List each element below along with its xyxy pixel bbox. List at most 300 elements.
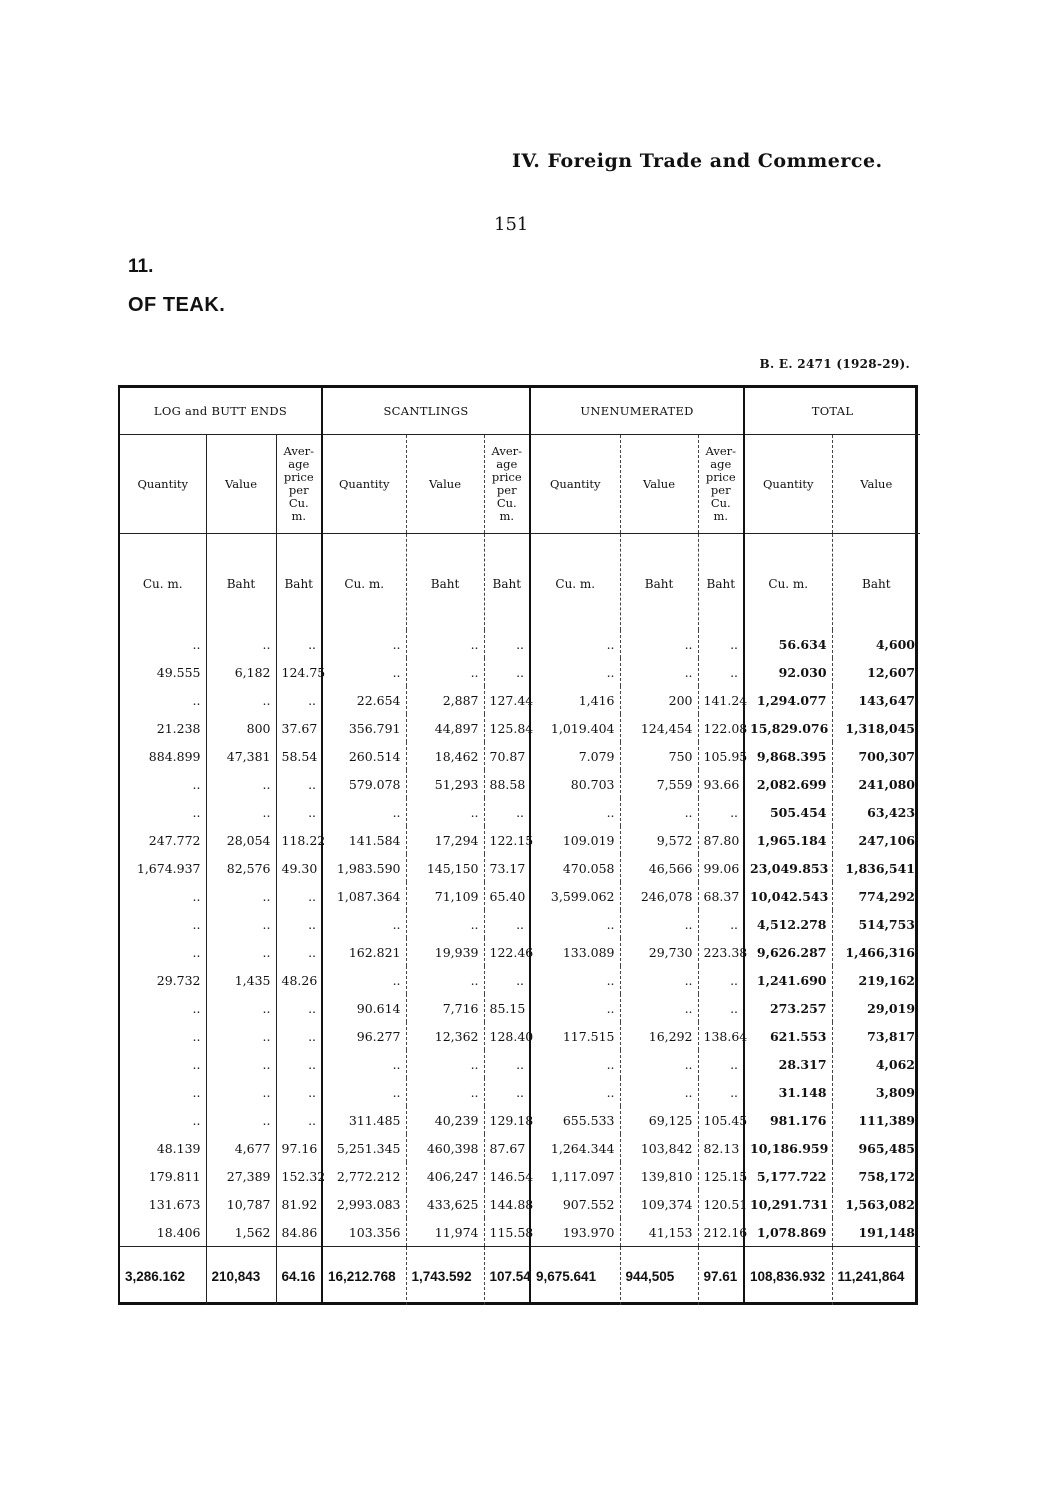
table-cell: .. [322,1050,406,1078]
table-cell: 51,293 [406,770,484,798]
table-cell: .. [276,1022,322,1050]
table-row [120,1106,920,1134]
table-cell: 122.46 [484,938,530,966]
table-cell: 10,291.731 [744,1190,832,1218]
table-cell: .. [322,630,406,658]
table-cell: 579.078 [322,770,406,798]
table-cell: 5,177.722 [744,1162,832,1190]
table-cell: .. [698,798,744,826]
table-cell: 247,106 [832,826,920,854]
table-cell: .. [192,636,201,652]
table-row [120,1078,920,1106]
table-row [120,770,920,798]
table-cell: 90.614 [322,994,406,1022]
table-cell: 1,965.184 [744,826,832,854]
table-cell: 247.772 [148,832,201,848]
table-cell: .. [206,910,276,938]
table-cell: 10,042.543 [744,882,832,910]
table-cell: 311.485 [322,1106,406,1134]
table-cell: 981.176 [744,1106,832,1134]
table-cell: 655.533 [530,1106,620,1134]
table-cell: .. [698,966,744,994]
table-cell: 28.317 [744,1050,832,1078]
table-cell: .. [530,1050,620,1078]
table-cell: .. [698,910,744,938]
table-cell: 1,674.937 [136,860,201,876]
table-cell: 152.32 [276,1162,322,1190]
table-cell: 29.732 [156,972,201,988]
table-cell: 27,389 [206,1162,276,1190]
table-cell: .. [620,630,698,658]
table-cell: 122.15 [484,826,530,854]
table-cell: 2,887 [406,686,484,714]
table-cell: 97.16 [276,1134,322,1162]
table-row [120,882,920,910]
table-cell: .. [698,994,744,1022]
unit-cu-m: Cu. m. [322,534,406,631]
table-cell: .. [484,798,530,826]
table-cell: 22.654 [322,686,406,714]
table-cell: .. [406,798,484,826]
table-cell: .. [206,686,276,714]
header-value: Value [620,435,698,534]
table-cell: 96.277 [322,1022,406,1050]
table-cell: .. [530,966,620,994]
page-number: 151 [494,214,529,235]
table-cell: 48.26 [276,966,322,994]
table-cell: 191,148 [832,1218,920,1247]
table-cell: .. [620,798,698,826]
table-cell: 200 [620,686,698,714]
table-cell: 1,294.077 [744,686,832,714]
table-cell: 129.18 [484,1106,530,1134]
section-header: IV. Foreign Trade and Commerce. [512,150,883,172]
table-row [120,1190,920,1218]
table-cell: 93.66 [698,770,744,798]
header-value: Value [406,435,484,534]
table-cell: 40,239 [406,1106,484,1134]
table-cell: 19,939 [406,938,484,966]
header-average-price: Aver- age price per Cu. m. [698,435,744,534]
table-cell: 139,810 [620,1162,698,1190]
table-cell: 49.555 [156,664,201,680]
group-scantlings: SCANTLINGS [322,388,530,435]
table-cell: 115.58 [484,1218,530,1247]
table-cell: 10,186.959 [744,1134,832,1162]
table-cell: 758,172 [832,1162,920,1190]
table-cell: 122.08 [698,714,744,742]
table-cell: 179.811 [148,1168,201,1184]
table-cell: 273.257 [744,994,832,1022]
table-cell: 17,294 [406,826,484,854]
table-cell: .. [192,1056,201,1072]
table-cell: 5,251.345 [322,1134,406,1162]
table-number: 11. [128,256,154,277]
table-title: OF TEAK. [128,294,226,316]
table-cell: 68.37 [698,882,744,910]
table-cell: .. [276,938,322,966]
table-cell: 621.553 [744,1022,832,1050]
table-cell: .. [206,798,276,826]
header-quantity: Quantity [120,435,206,534]
table-cell: 1,983.590 [322,854,406,882]
table-cell: 127.44 [484,686,530,714]
table-cell: .. [484,658,530,686]
table-cell: 18.406 [156,1224,201,1240]
table-cell: .. [192,804,201,820]
table-cell: 138.64 [698,1022,744,1050]
table-cell: .. [530,994,620,1022]
table-cell: .. [406,630,484,658]
table-cell: 884.899 [148,748,201,764]
table-cell: 58.54 [276,742,322,770]
table-cell: 69,125 [620,1106,698,1134]
unit-baht: Baht [406,534,484,631]
header-quantity: Quantity [744,435,832,534]
table-cell: .. [192,888,201,904]
table-cell: 460,398 [406,1134,484,1162]
table-row [120,1218,920,1247]
table-cell: 125.15 [698,1162,744,1190]
table-cell: .. [322,798,406,826]
table-cell: 9,572 [620,826,698,854]
table-cell: .. [406,658,484,686]
table-cell: .. [530,910,620,938]
table-cell: .. [206,938,276,966]
header-value: Value [832,435,920,534]
table-cell: .. [322,658,406,686]
table-cell: .. [484,910,530,938]
table-cell: 193.970 [530,1218,620,1247]
table-cell: 99.06 [698,854,744,882]
total-cell: 108,836.932 [744,1247,832,1306]
table-cell: 146.54 [484,1162,530,1190]
total-cell: 64.16 [276,1247,322,1306]
table-cell: .. [276,798,322,826]
table-row [120,910,920,938]
table-cell: .. [406,1050,484,1078]
table-row [120,658,920,686]
table-cell: 145,150 [406,854,484,882]
table-cell: 212.16 [698,1218,744,1247]
table-cell: 12,607 [832,658,920,686]
table-cell: .. [530,1078,620,1106]
table-row [120,826,920,854]
table-cell: .. [276,1106,322,1134]
header-average-price: Aver- age price per Cu. m. [484,435,530,534]
table-cell: 11,974 [406,1218,484,1247]
table-cell: 3,599.062 [530,882,620,910]
table-cell: 144.88 [484,1190,530,1218]
total-cell: 210,843 [206,1247,276,1306]
table-cell: 92.030 [744,658,832,686]
unit-baht: Baht [484,534,530,631]
table-cell: 73,817 [832,1022,920,1050]
table-row [120,1022,920,1050]
table-cell: .. [484,966,530,994]
table-cell: .. [206,770,276,798]
group-total: TOTAL [744,388,920,435]
total-cell: 97.61 [698,1247,744,1306]
table-row [120,1162,920,1190]
unit-baht: Baht [832,534,920,631]
table-cell: 111,389 [832,1106,920,1134]
table-cell: .. [698,658,744,686]
table-cell: 80.703 [530,770,620,798]
table-cell: 18,462 [406,742,484,770]
table-cell: .. [484,1050,530,1078]
table-cell: 433,625 [406,1190,484,1218]
teak-trade-table [118,385,918,1305]
table-row [120,686,920,714]
table-cell: .. [698,1050,744,1078]
table-cell: .. [192,1084,201,1100]
table-row [120,714,920,742]
unit-baht: Baht [698,534,744,631]
total-cell: 9,675.641 [530,1247,620,1306]
table-cell: .. [406,1078,484,1106]
table-row [120,938,920,966]
table-cell: 48.139 [156,1140,201,1156]
table-cell: 47,381 [206,742,276,770]
table-cell: 49.30 [276,854,322,882]
totals-row [120,1247,920,1306]
total-cell: 11,241,864 [832,1247,920,1306]
table-row [120,854,920,882]
table-cell: .. [192,944,201,960]
table-row [120,798,920,826]
table-cell: 28,054 [206,826,276,854]
table-cell: .. [192,692,201,708]
table-cell: .. [620,1050,698,1078]
table-cell: 31.148 [744,1078,832,1106]
table-cell: .. [192,1000,201,1016]
table-cell: 750 [620,742,698,770]
table-cell: .. [206,994,276,1022]
table-cell: .. [206,630,276,658]
table-cell: 131.673 [148,1196,201,1212]
table-cell: 774,292 [832,882,920,910]
table-cell: 15,829.076 [744,714,832,742]
table-cell: .. [484,630,530,658]
table-cell: 120.51 [698,1190,744,1218]
table-cell: 1,087.364 [322,882,406,910]
table-cell: 29,019 [832,994,920,1022]
table-cell: .. [620,658,698,686]
table-cell: 1,117.097 [530,1162,620,1190]
table-row [120,994,920,1022]
table-cell: 128.40 [484,1022,530,1050]
table-cell: .. [530,798,620,826]
table-cell: 1,318,045 [832,714,920,742]
table-cell: 65.40 [484,882,530,910]
table-cell: 141.584 [322,826,406,854]
table-cell: 4,062 [832,1050,920,1078]
table-row [120,966,920,994]
table-cell: .. [192,916,201,932]
table-cell: .. [276,910,322,938]
table-cell: .. [322,966,406,994]
table-cell: .. [206,1106,276,1134]
table-cell: 12,362 [406,1022,484,1050]
table-cell: 124.75 [276,658,322,686]
table-cell: 118.22 [276,826,322,854]
table-cell: .. [276,882,322,910]
table-cell: 2,082.699 [744,770,832,798]
table-cell: 7,716 [406,994,484,1022]
table-cell: .. [206,882,276,910]
table-cell: 82,576 [206,854,276,882]
header-average-price: Aver- age price per Cu. m. [276,435,322,534]
unit-cu-m: Cu. m. [744,534,832,631]
total-cell: 3,286.162 [120,1247,206,1306]
total-cell: 944,505 [620,1247,698,1306]
table-cell: 105.45 [698,1106,744,1134]
table-cell: 246,078 [620,882,698,910]
table-cell: 46,566 [620,854,698,882]
unit-cu-m: Cu. m. [530,534,620,631]
table-cell: .. [620,966,698,994]
unit-baht: Baht [620,534,698,631]
year-label: B. E. 2471 (1928-29). [759,357,910,371]
table-cell: .. [206,1078,276,1106]
table-cell: 23,049.853 [744,854,832,882]
table-cell: 7.079 [530,742,620,770]
table-cell: 105.95 [698,742,744,770]
table-cell: 1,264.344 [530,1134,620,1162]
table-cell: .. [530,658,620,686]
table-cell: .. [276,630,322,658]
table-cell: 1,563,082 [832,1190,920,1218]
table-row [120,742,920,770]
table-cell: 2,993.083 [322,1190,406,1218]
table-cell: 1,078.869 [744,1218,832,1247]
table-cell: 109,374 [620,1190,698,1218]
table-cell: .. [620,910,698,938]
table-cell: .. [276,686,322,714]
table-cell: 143,647 [832,686,920,714]
table-cell: .. [322,910,406,938]
table-cell: 965,485 [832,1134,920,1162]
table-cell: 10,787 [206,1190,276,1218]
table-cell: 124,454 [620,714,698,742]
table-cell: 1,416 [530,686,620,714]
table-cell: .. [192,776,201,792]
table-cell: 109.019 [530,826,620,854]
table-cell: 162.821 [322,938,406,966]
table-cell: .. [698,630,744,658]
table-cell: 356.791 [322,714,406,742]
group-unenumerated: UNENUMERATED [530,388,744,435]
table-cell: 514,753 [832,910,920,938]
table-cell: 125.84 [484,714,530,742]
table-cell: .. [620,994,698,1022]
header-quantity: Quantity [530,435,620,534]
table-cell: 103.356 [322,1218,406,1247]
table-cell: 1,435 [206,966,276,994]
table-cell: 241,080 [832,770,920,798]
table-cell: 1,019.404 [530,714,620,742]
table-cell: .. [276,1050,322,1078]
table-row [120,1050,920,1078]
table-cell: 223.38 [698,938,744,966]
table-cell: 81.92 [276,1190,322,1218]
table-cell: 907.552 [530,1190,620,1218]
group-log-butt-ends: LOG and BUTT ENDS [120,388,322,435]
table-cell: 4,512.278 [744,910,832,938]
table-cell: 133.089 [530,938,620,966]
table-cell: 82.13 [698,1134,744,1162]
unit-baht: Baht [206,534,276,631]
table-cell: .. [206,1022,276,1050]
total-cell: 16,212.768 [322,1247,406,1306]
table-cell: 219,162 [832,966,920,994]
table-cell: 470.058 [530,854,620,882]
table-cell: 9,626.287 [744,938,832,966]
total-cell: 107.54 [484,1247,530,1306]
table-cell: 4,677 [206,1134,276,1162]
table-cell: 141.24 [698,686,744,714]
table-cell: .. [620,1078,698,1106]
table-cell: .. [192,1112,201,1128]
table-cell: .. [322,1078,406,1106]
table-cell: 117.515 [530,1022,620,1050]
table-cell: .. [406,966,484,994]
table-cell: 6,182 [206,658,276,686]
table-cell: .. [206,1050,276,1078]
table-cell: 88.58 [484,770,530,798]
table-cell: 70.87 [484,742,530,770]
table-cell: .. [276,770,322,798]
table-cell: 87.80 [698,826,744,854]
table-row [120,630,920,658]
table-cell: 9,868.395 [744,742,832,770]
table-cell: .. [530,630,620,658]
table-body [120,630,920,1247]
header-value: Value [206,435,276,534]
table-cell: .. [406,910,484,938]
table-cell: 85.15 [484,994,530,1022]
table-cell: 71,109 [406,882,484,910]
table-cell: 1,836,541 [832,854,920,882]
table-cell: 63,423 [832,798,920,826]
table-cell: 37.67 [276,714,322,742]
table-cell: 800 [206,714,276,742]
table-cell: 21.238 [156,720,201,736]
table-cell: 87.67 [484,1134,530,1162]
table-cell: 44,897 [406,714,484,742]
unit-cu-m: Cu. m. [142,577,183,591]
table-cell: 56.634 [744,630,832,658]
table-cell: 260.514 [322,742,406,770]
table-cell: .. [276,1078,322,1106]
table-cell: 29,730 [620,938,698,966]
table-cell: 73.17 [484,854,530,882]
unit-baht: Baht [276,534,322,631]
table-cell: .. [276,994,322,1022]
table-cell: 1,562 [206,1218,276,1247]
table-cell: 3,809 [832,1078,920,1106]
table-cell: 84.86 [276,1218,322,1247]
table-cell: 2,772.212 [322,1162,406,1190]
table-cell: 4,600 [832,630,920,658]
table-cell: 1,241.690 [744,966,832,994]
table-cell: 7,559 [620,770,698,798]
table-row [120,1134,920,1162]
table-cell: 406,247 [406,1162,484,1190]
table-cell: 1,466,316 [832,938,920,966]
table-cell: 41,153 [620,1218,698,1247]
